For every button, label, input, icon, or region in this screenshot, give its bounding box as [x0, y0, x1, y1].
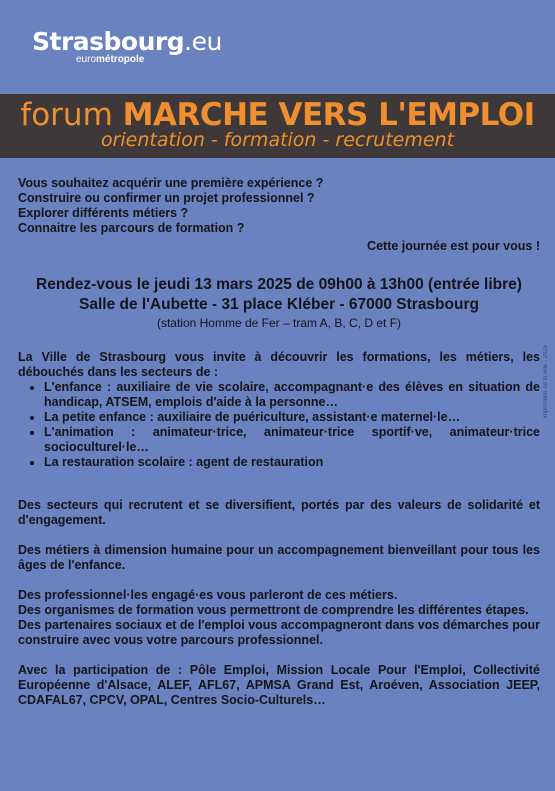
- list-item: • L'animation : animateur·trice, animateur·trice sportif·ve, animateur·trice socioculturel·le…: [44, 425, 540, 455]
- paragraph-partners: Des partenaires sociaux et de l'emploi vous accompagneront dans vos démarches pour construire avec vous votre parcours professionnel.: [18, 618, 540, 647]
- event-date: Rendez-vous le jeudi 13 mars 2025 de 09h00 à 13h00 (entrée libre): [36, 276, 522, 293]
- logo-subtitle: [32, 55, 222, 65]
- list-item: • La restauration scolaire : agent de restauration: [44, 455, 540, 470]
- event-details: [18, 275, 540, 315]
- paragraph-professionals: Des professionnel·les engagé·es vous parleront de ces métiers.: [18, 588, 398, 602]
- question-3: Explorer différents métiers ?: [18, 206, 189, 220]
- title-strong: MARCHE VERS L'EMPLOI: [122, 97, 535, 133]
- logo-suffix: .eu: [184, 27, 222, 56]
- paragraph-jobs: Des métiers à dimension humaine pour un accompagnement bienveillant pour tous les âges de l'enfance.: [18, 543, 540, 572]
- title-lead: forum: [20, 97, 123, 133]
- logo-name: Strasbourg: [32, 27, 185, 56]
- question-1: Vous souhaitez acquérir une première expérience ?: [18, 176, 324, 190]
- print-credit: imprimerie de la ville - 2025: [543, 345, 549, 419]
- logo-sub-prefix: euro: [76, 54, 97, 65]
- list-item: • L'enfance : auxiliaire de vie scolaire, accompagnant·e des élèves en situation de handicap, ATSEM, emplois d'aide à la personne…: [44, 380, 540, 410]
- question-2: Construire ou confirmer un projet professionnel ?: [18, 191, 315, 205]
- event-place: Salle de l'Aubette - 31 place Kléber - 67000 Strasbourg: [79, 296, 479, 313]
- paragraph-sectors: Des secteurs qui recrutent et se diversifient, portés par des valeurs de solidarité et d'engagement.: [18, 498, 540, 527]
- page-subtitle: orientation - formation - recrutement: [100, 129, 455, 151]
- page-title: [0, 97, 555, 133]
- question-4: Connaitre les parcours de formation ?: [18, 221, 245, 235]
- tagline: Cette journée est pour vous !: [367, 239, 540, 253]
- strasbourg-logo: [32, 28, 222, 65]
- title-banner: [0, 94, 555, 158]
- logo-wordmark: [32, 28, 222, 56]
- intro-text: La Ville de Strasbourg vous invite à découvrir les formations, les métiers, les débouchés dans les secteurs de :: [18, 350, 540, 379]
- event-transport: (station Homme de Fer – tram A, B, C, D et F): [156, 316, 402, 330]
- list-item: • La petite enfance : auxiliaire de puériculture, assistant·e maternel·le…: [44, 410, 540, 425]
- main-content: [18, 176, 540, 708]
- paragraph-training: Des organismes de formation vous permettront de comprendre les différentes étapes.: [18, 603, 529, 617]
- sector-list: [18, 380, 540, 470]
- paragraph-participants: Avec la participation de : Pôle Emploi, Mission Locale Pour l'Emploi, Collectivité Européenne d'Alsace, ALEF, AFL67, APMSA Grand Est, Aroéven, Association JEEP, CDAFAL67, CPCV, OPAL, Centres Socio-Culturels…: [18, 663, 540, 707]
- logo-sub-bold: métropole: [96, 54, 145, 65]
